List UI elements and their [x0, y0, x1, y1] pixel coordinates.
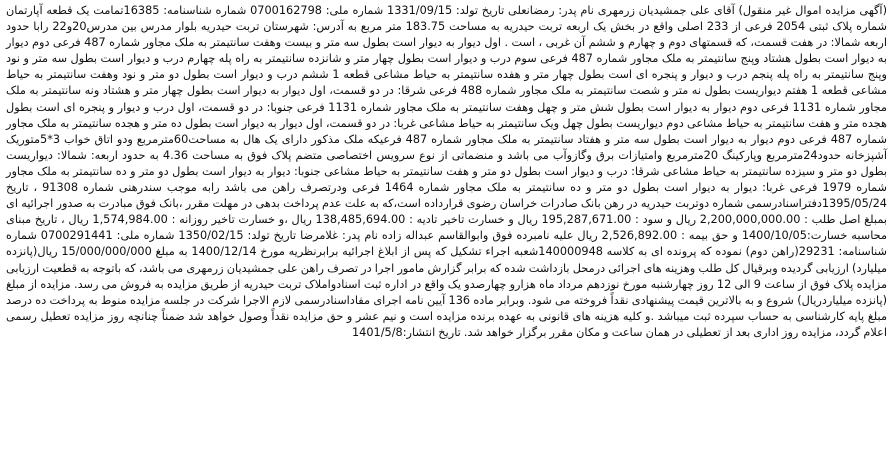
publication-date: 1401/5/8	[351, 325, 403, 339]
notice-title: (آگهی مزایده اموال غیر منقول)	[738, 4, 887, 17]
publication-label: تاریخ انتشار:	[402, 325, 461, 339]
notice-paragraph	[6, 3, 887, 341]
notice-body: آقای علی جمشیدیان زرمهری نام پدر: رمضانعلی تاریخ تولد: 1331/09/15 شماره ملی: 0700162798 شماره شناسنامه: 16385تمامت یک قطعه آپارتمان شماره پلاک ثبتی 2054 فرعی از 233 اصلی واقع در بخش یک اربعه تربت حیدریه به مساحت 183.75 متر مربع به آدرس: شهرستان تربت حیدریه بلوار مدرس بین مدرس20و22 رابا حدود اربعه شمالا: در هفت قسمت، که قسمتهای دوم و چهارم و ششم آن غربی ، است . اول دیوار به دیوار است بطول سه متر و بیست وهفت سانتیمتر به ملک مجاور شماره 487 فرعی دوم دیوار به دیوار است بطول هشتاد وپنج سانتیمتر به ملک مجاور شماره 487 فرعی سوم درب و دیوار است بطول چهار متر و شانزده سانتیمتر به راه پله چهارم درب و دیوار است بطول سه متر و نود وپنج سانتیمتر به راه پله پنجم درب و دیوار و پنجره ای است بطول چهار متر و هفده سانتیمتر به حیاط مشاعی قطعه 1 ششم درب و دیوار است بطول دو متر و نود وهفت سانتیمتر به حیاط مشاعی قطعه 1 هفتم دیواریست بطول نه متر و شصت سانتیمتر به ملک مجاور شماره 488 فرعی شرقا: در دو قسمت، اول دیوار به دیوار است بطول چهار متر و هشتاد ونه سانتیمتر به ملک مجاور شماره 1131 فرعی دوم دیوار به دیوار است بطول شش متر و چهل وهفت سانتیمتر به ملک مجاور شماره 1131 فرعی جنوبا: در دو قسمت، اول درب و دیوار و پنجره ای است بطول هجده متر و هفت سانتیمتر به حیاط مشاعی دوم دیواریست بطول چهل ویک سانتیمتر به حیاط مشاعی غربا: در دو قسمت، اول دیوار به دیوار است بطول ده متر و هجده سانتیمتر به ملک مجاور شماره 487 فرعی دوم دیوار به دیوار است بطول سه متر و هفتاد سانتیمتر به ملک مجاور شماره 487 فرعیکه ملک مذکور دارای یک هال به مساحت60مترمربع ودو اتاق خواب 3*5متوریک آشپزخانه حدود24مترمربع وپارکینگ 20مترمربع وامتیازات برق وگازوآب می باشد و منضماتی از نوع سرویس اختصاصی متضم پلاک فوق به مساحت 4.36 به حدود اربعه: شمالا: دیواریست بطول دو متر و سیزده سانتیمتر به حیاط مشاعی شرقا: درب و دیوار است بطول دو متر و هفت سانتیمتر به حیاط مشاعی جنوبا: دیوار به دیوار است بطول دو متر و ده سانتیمتر به ملک مجاور شماره 1979 فرعی غربا: دیوار به دیوار است بطول دو متر و ده سانتیمتر به ملک مجاور شماره 1464 فرعی ودرتصرف راهن می باشد رابه موجب سندرهنی شماره 91308 ، تاریخ 1395/05/24دفتراسنادرسمی شماره دوتربت حیدریه در رهن بانک صادرات خراسان رضوی قرارداده است،که به علت عدم پرداخت بدهی در مهلت مقرر ،بانک فوق مبادرت به صدور اجرائیه ای بمبلغ اصل طلب : 2,200,000,000.00 ریال و سود : 195,287,671.00 ریال و خسارت تاخیر تادیه : 138,485,694.00 ریال ،و خسارت تاخیر روزانه : 1,574,984.00 ریال ، تاریخ مبنای محاسبه خسارت:1400/10/05 و حق بیمه : 2,526,892.00 ریال علیه نامبرده فوق وابوالقاسم عبداله زاده نام پدر: غلامرضا تاریخ تولد: 1350/02/15 شماره ملی: 0700291441 شماره شناسنامه: 29231(راهن دوم) نموده که پرونده ای به کلاسه 140000948شعبه اجراء تشکیل که پس از ابلاغ اجرائیه برابرنظریه مورخ 1400/12/14 به مبلغ 15/000/000/000 ریال(پانزده میلیارد) ارزیابی گردیده وبرقیال کل طلب وهزینه های اجرائی درمحل بازداشت شده که برابر گزارش مامور اجرا در تصرف راهن علی جمشیدیان زرمهری می باشد، که باتوجه به قطعیت ارزیابی مزایده پلاک فوق از ساعت 9 الی 12 روز چهارشنبه مورخ نوزدهم مرداد ماه هزارو چهارصدو یک واقع در اداره ثبت اسنادواملاک تربت حیدریه از طریق مزایده به فروش می رسد. مزایده از مبلغ (پانزده میلیاردریال) شروع و به بالاترین قیمت پیشنهادی نقداً فروخته می شود. وبرابر ماده 136 آیین نامه اجرای مفاداسنادرسمی لازم الاجرا شرکت در جلسه مزایده منوط به پرداخت ده درصد مبلغ پایه کارشناسی به حساب سپرده ثبت میباشد .و کلیه هزینه های قانونی به عهده برنده مزایده است و نیم عشر و حق مزایده نقداً وصول خواهد شد ضمناً چنانچه روز مزایده تعطیل رسمی اعلام گردد، مزایده روز اداری بعد از تعطیلی در همان ساعت و مکان مقرر برگزار خواهد شد.	[6, 4, 888, 339]
